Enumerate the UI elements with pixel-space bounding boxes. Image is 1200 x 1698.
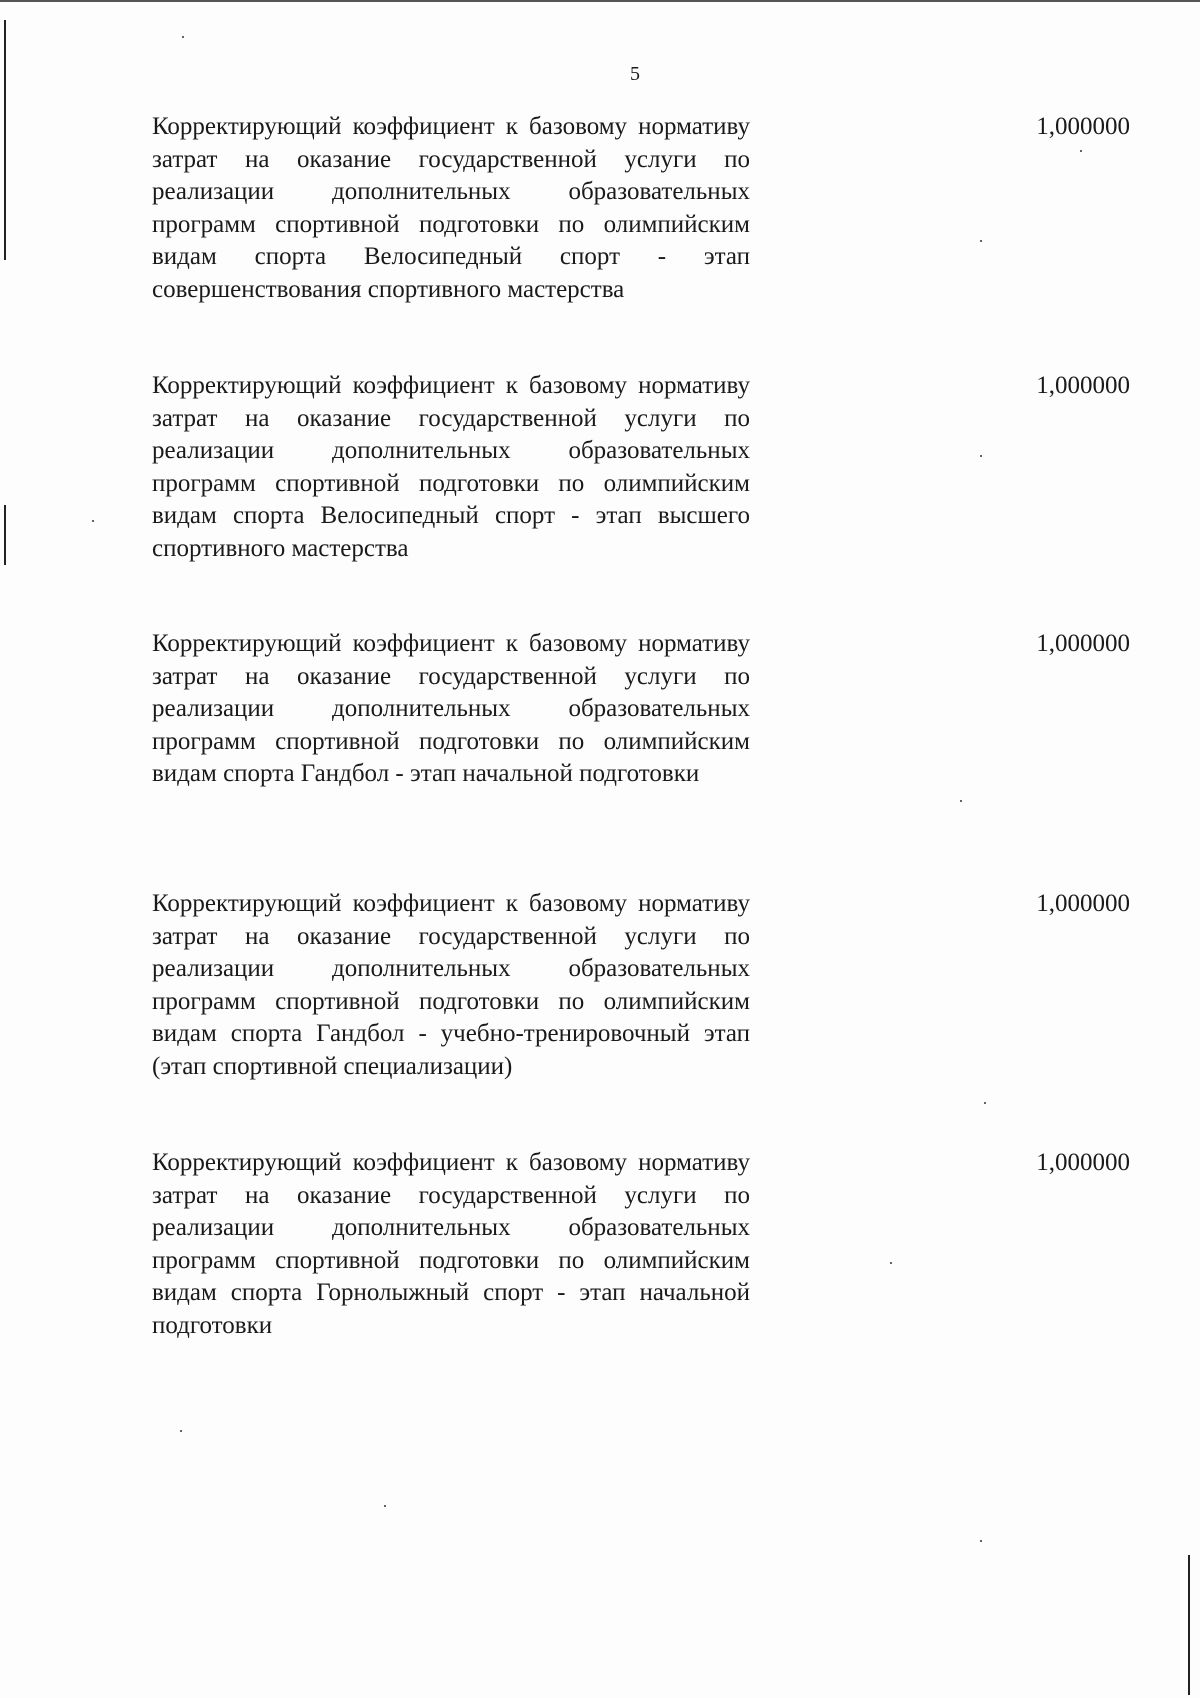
entry-description: Корректирующий коэффициент к базовому нормативу затрат на оказание государственной услуги по реализации дополнительных образовательных программ спортивной подготовки по олимпийским видам спорта Гандбол - учебно-тренировочный этап (этап спортивной специализации) [152,890,750,1080]
entry-description: Корректирующий коэффициент к базовому нормативу затрат на оказание государственной услуги по реализации дополнительных образовательных программ спортивной подготовки по олимпийским видам спорта Горнолыжный спорт - этап начальной подготовки [152,1149,750,1339]
entry-description: Корректирующий коэффициент к базовому нормативу затрат на оказание государственной услуги по реализации дополнительных образовательных программ спортивной подготовки по олимпийским видам спорта Велосипедный спорт - этап высшего спортивного мастерства [152,372,750,562]
entry-value: 1,000000 [1036,1149,1130,1176]
entry-description: Корректирующий коэффициент к базовому нормативу затрат на оказание государственной услуги по реализации дополнительных образовательных программ спортивной подготовки по олимпийским видам спорта Велосипедный спорт - этап совершенствования спортивного мастерства [152,113,750,303]
scan-speck [384,1505,386,1507]
coefficient-entry [152,628,1152,791]
scan-edge-mark [4,505,6,565]
coefficient-entry [152,370,1152,565]
coefficient-entry [152,111,1152,306]
entry-value: 1,000000 [1036,372,1130,399]
entry-value: 1,000000 [1036,890,1130,917]
entry-value: 1,000000 [1036,113,1130,140]
entry-description: Корректирующий коэффициент к базовому нормативу затрат на оказание государственной услуги по реализации дополнительных образовательных программ спортивной подготовки по олимпийским видам спорта Гандбол - этап начальной подготовки [152,630,750,787]
scan-speck [960,800,962,802]
scan-speck [180,1430,182,1432]
scan-speck [182,36,184,38]
scan-speck [980,1540,982,1542]
scan-speck [984,1102,986,1104]
scan-edge-mark [1188,1555,1190,1695]
scan-edge-mark [4,20,6,260]
page-number: 5 [630,63,640,85]
coefficient-entry [152,1147,1152,1342]
coefficient-entry [152,888,1152,1083]
scan-speck [92,520,94,522]
scan-top-border [0,0,1200,2]
entry-value: 1,000000 [1036,630,1130,657]
